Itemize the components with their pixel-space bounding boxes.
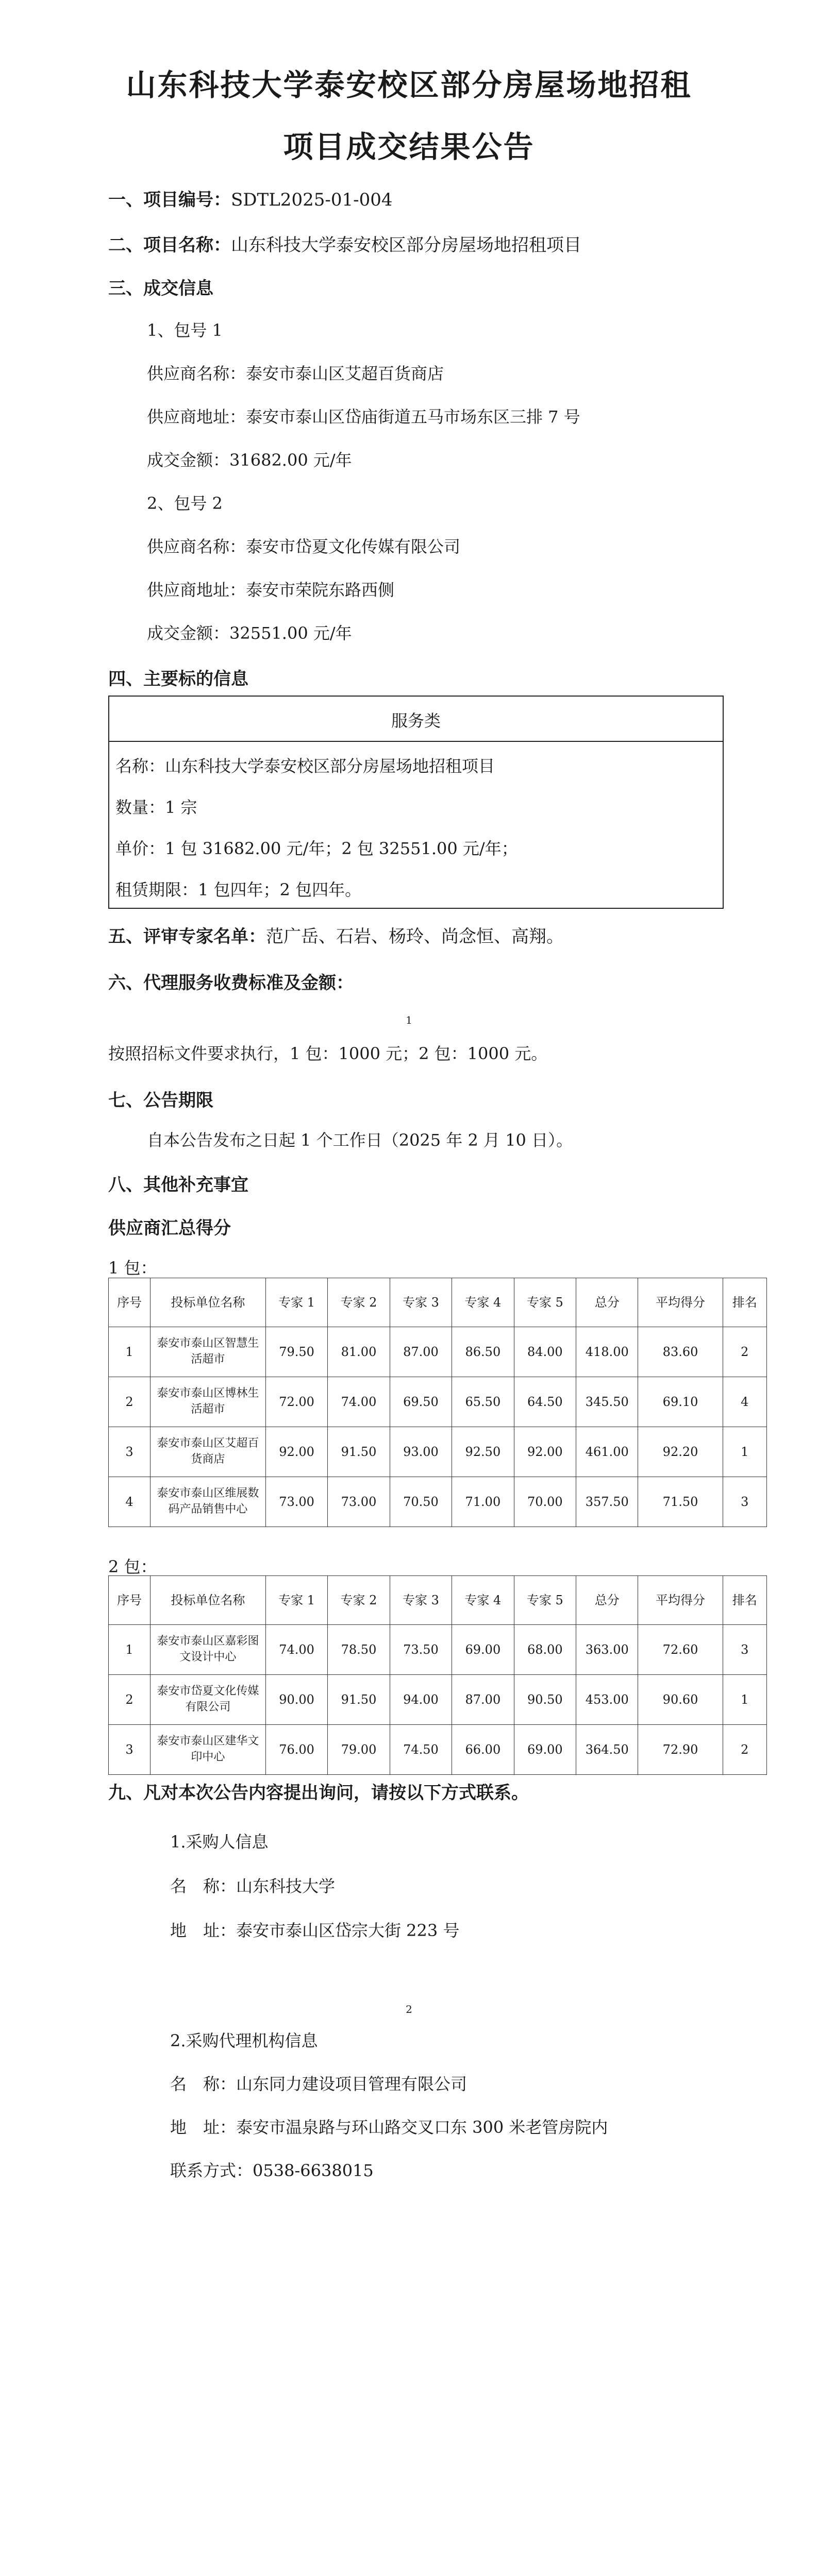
table-cell: 69.10 [638, 1377, 723, 1427]
table-cell: 65.50 [452, 1377, 514, 1427]
document-subtitle: 项目成交结果公告 [283, 129, 535, 164]
table-cell: 1 [723, 1427, 766, 1477]
deal-info-heading: 三、成交信息 [108, 278, 213, 299]
table-cell: 72.60 [638, 1625, 723, 1675]
table-cell: 364.50 [576, 1725, 638, 1775]
lot1-supplier: 供应商名称：泰安市泰山区艾超百货商店 [147, 364, 444, 383]
agent-contact: 联系方式：0538-6638015 [170, 2161, 374, 2180]
table-cell: 69.50 [390, 1377, 452, 1427]
column-header: 专家 2 [328, 1576, 390, 1625]
column-header: 平均得分 [638, 1278, 723, 1327]
bidder-name-cell: 泰安市泰山区建华文印中心 [151, 1725, 266, 1775]
column-header: 专家 5 [514, 1576, 576, 1625]
table-cell: 76.00 [265, 1725, 327, 1775]
table-cell: 68.00 [514, 1625, 576, 1675]
table-cell: 71.00 [452, 1477, 514, 1527]
table-cell: 2 [723, 1725, 766, 1775]
experts-label: 五、评审专家名单： [108, 926, 266, 947]
table-row [109, 1327, 767, 1377]
table-cell: 72.90 [638, 1725, 723, 1775]
bidder-name-cell: 泰安市泰山区智慧生活超市 [151, 1327, 266, 1377]
table-cell: 90.50 [514, 1675, 576, 1725]
column-header: 总分 [576, 1278, 638, 1327]
table-cell: 72.00 [265, 1377, 327, 1427]
subject-quantity: 数量：1 宗 [115, 798, 197, 817]
table-row [109, 1675, 767, 1725]
table-cell: 87.00 [390, 1327, 452, 1377]
lot1-address: 供应商地址：泰安市泰山区岱庙街道五马市场东区三排 7 号 [147, 407, 580, 427]
table-cell: 71.50 [638, 1477, 723, 1527]
subject-info-box [108, 696, 724, 909]
lot2-supplier: 供应商名称：泰安市岱夏文化传媒有限公司 [147, 537, 461, 556]
table-cell: 4 [723, 1377, 766, 1427]
table-cell: 453.00 [576, 1675, 638, 1725]
table-cell: 79.50 [265, 1327, 327, 1377]
lot1-score-label: 1 包： [108, 1258, 157, 1278]
lot2-score-table [108, 1575, 767, 1775]
subject-box-divider [109, 741, 723, 742]
table-cell: 74.00 [265, 1625, 327, 1675]
table-cell: 418.00 [576, 1327, 638, 1377]
subject-name: 名称：山东科技大学泰安校区部分房屋场地招租项目 [115, 756, 495, 776]
table-cell: 92.00 [514, 1427, 576, 1477]
table-cell: 74.00 [328, 1377, 390, 1427]
table-cell: 73.00 [265, 1477, 327, 1527]
column-header: 专家 4 [452, 1278, 514, 1327]
agency-fee-text: 按照招标文件要求执行，1 包：1000 元；2 包：1000 元。 [108, 1044, 548, 1063]
project-number-value: SDTL2025-01-004 [231, 190, 393, 210]
table-cell: 87.00 [452, 1675, 514, 1725]
table-cell: 357.50 [576, 1477, 638, 1527]
notice-period-heading: 七、公告期限 [108, 1090, 213, 1111]
table-cell: 73.00 [328, 1477, 390, 1527]
table-cell: 94.00 [390, 1675, 452, 1725]
bidder-name-cell: 泰安市泰山区艾超百货商店 [151, 1427, 266, 1477]
table-cell: 3 [109, 1427, 151, 1477]
table-cell: 93.00 [390, 1427, 452, 1477]
table-cell: 83.60 [638, 1327, 723, 1377]
lot2-address: 供应商地址：泰安市荣院东路西侧 [147, 580, 395, 600]
column-header: 专家 2 [328, 1278, 390, 1327]
table-cell: 91.50 [328, 1675, 390, 1725]
project-name-value: 山东科技大学泰安校区部分房屋场地招租项目 [231, 235, 581, 256]
table-cell: 1 [109, 1625, 151, 1675]
page-number-2: 2 [406, 2003, 412, 2015]
subject-unit-price: 单价：1 包 31682.00 元/年；2 包 32551.00 元/年； [115, 839, 518, 858]
column-header: 序号 [109, 1576, 151, 1625]
table-cell: 84.00 [514, 1327, 576, 1377]
table-cell: 69.00 [514, 1725, 576, 1775]
table-cell: 2 [723, 1327, 766, 1377]
buyer-address: 地 址：泰安市泰山区岱宗大街 223 号 [170, 1921, 460, 1940]
table-cell: 70.50 [390, 1477, 452, 1527]
bidder-name-cell: 泰安市泰山区嘉彩图文设计中心 [151, 1625, 266, 1675]
column-header: 专家 5 [514, 1278, 576, 1327]
column-header: 序号 [109, 1278, 151, 1327]
table-cell: 3 [723, 1625, 766, 1675]
table-row [109, 1427, 767, 1477]
project-number-label: 一、项目编号： [108, 190, 231, 210]
table-row [109, 1625, 767, 1675]
lot2-title: 2、包号 2 [147, 494, 223, 513]
document-title: 山东科技大学泰安校区部分房屋场地招租 [126, 67, 692, 103]
notice-period-text: 自本公告发布之日起 1 个工作日（2025 年 2 月 10 日）。 [147, 1130, 573, 1150]
page-number-1: 1 [406, 1014, 412, 1026]
lot1-title: 1、包号 1 [147, 320, 223, 340]
buyer-name: 名 称：山东科技大学 [170, 1876, 336, 1896]
table-cell: 90.60 [638, 1675, 723, 1725]
bidder-name-cell: 泰安市岱夏文化传媒有限公司 [151, 1675, 266, 1725]
table-cell: 81.00 [328, 1327, 390, 1377]
score-summary-heading: 供应商汇总得分 [108, 1218, 231, 1239]
table-cell: 66.00 [452, 1725, 514, 1775]
column-header: 专家 1 [265, 1576, 327, 1625]
column-header: 专家 1 [265, 1278, 327, 1327]
lot2-score-label: 2 包： [108, 1557, 157, 1577]
column-header: 专家 3 [390, 1278, 452, 1327]
table-cell: 92.00 [265, 1427, 327, 1477]
column-header: 投标单位名称 [151, 1278, 266, 1327]
agent-name: 名 称：山东同力建设项目管理有限公司 [170, 2074, 468, 2094]
table-cell: 69.00 [452, 1625, 514, 1675]
column-header: 排名 [723, 1576, 766, 1625]
buyer-info-title: 1.采购人信息 [170, 1832, 269, 1852]
subject-box-header: 服务类 [391, 711, 441, 731]
subject-info-heading: 四、主要标的信息 [108, 669, 248, 689]
table-cell: 345.50 [576, 1377, 638, 1427]
table-cell: 92.20 [638, 1427, 723, 1477]
column-header: 专家 3 [390, 1576, 452, 1625]
table-header-row [109, 1278, 767, 1327]
table-cell: 73.50 [390, 1625, 452, 1675]
agent-info-title: 2.采购代理机构信息 [170, 2031, 318, 2050]
table-cell: 92.50 [452, 1427, 514, 1477]
table-row [109, 1725, 767, 1775]
table-cell: 64.50 [514, 1377, 576, 1427]
table-cell: 74.50 [390, 1725, 452, 1775]
table-cell: 3 [723, 1477, 766, 1527]
table-cell: 90.00 [265, 1675, 327, 1725]
experts-line [108, 922, 564, 947]
table-cell: 4 [109, 1477, 151, 1527]
column-header: 专家 4 [452, 1576, 514, 1625]
table-cell: 2 [109, 1377, 151, 1427]
table-cell: 1 [109, 1327, 151, 1377]
bidder-name-cell: 泰安市泰山区维展数码产品销售中心 [151, 1477, 266, 1527]
table-cell: 78.50 [328, 1625, 390, 1675]
agent-address: 地 址：泰安市温泉路与环山路交叉口东 300 米老管房院内 [170, 2117, 608, 2137]
project-name-label: 二、项目名称： [108, 235, 231, 256]
table-cell: 363.00 [576, 1625, 638, 1675]
table-header-row [109, 1576, 767, 1625]
other-matters-heading: 八、其他补充事宜 [108, 1175, 248, 1195]
table-cell: 461.00 [576, 1427, 638, 1477]
table-row [109, 1377, 767, 1427]
project-number-line [108, 185, 392, 211]
table-cell: 79.00 [328, 1725, 390, 1775]
table-cell: 1 [723, 1675, 766, 1725]
lot1-amount: 成交金额：31682.00 元/年 [147, 450, 352, 470]
column-header: 排名 [723, 1278, 766, 1327]
experts-value: 范广岳、石岩、杨玲、尚念恒、高翔。 [266, 926, 564, 947]
table-cell: 3 [109, 1725, 151, 1775]
contact-heading: 九、凡对本次公告内容提出询问，请按以下方式联系。 [108, 1783, 529, 1803]
table-cell: 2 [109, 1675, 151, 1725]
subject-lease-term: 租赁期限：1 包四年；2 包四年。 [115, 880, 362, 900]
bidder-name-cell: 泰安市泰山区博林生活超市 [151, 1377, 266, 1427]
column-header: 投标单位名称 [151, 1576, 266, 1625]
table-row [109, 1477, 767, 1527]
table-cell: 70.00 [514, 1477, 576, 1527]
table-cell: 86.50 [452, 1327, 514, 1377]
project-name-line [108, 231, 581, 256]
column-header: 总分 [576, 1576, 638, 1625]
agency-fee-heading: 六、代理服务收费标准及金额： [108, 973, 354, 993]
lot2-amount: 成交金额：32551.00 元/年 [147, 623, 352, 643]
table-cell: 91.50 [328, 1427, 390, 1477]
column-header: 平均得分 [638, 1576, 723, 1625]
lot1-score-table [108, 1278, 767, 1527]
